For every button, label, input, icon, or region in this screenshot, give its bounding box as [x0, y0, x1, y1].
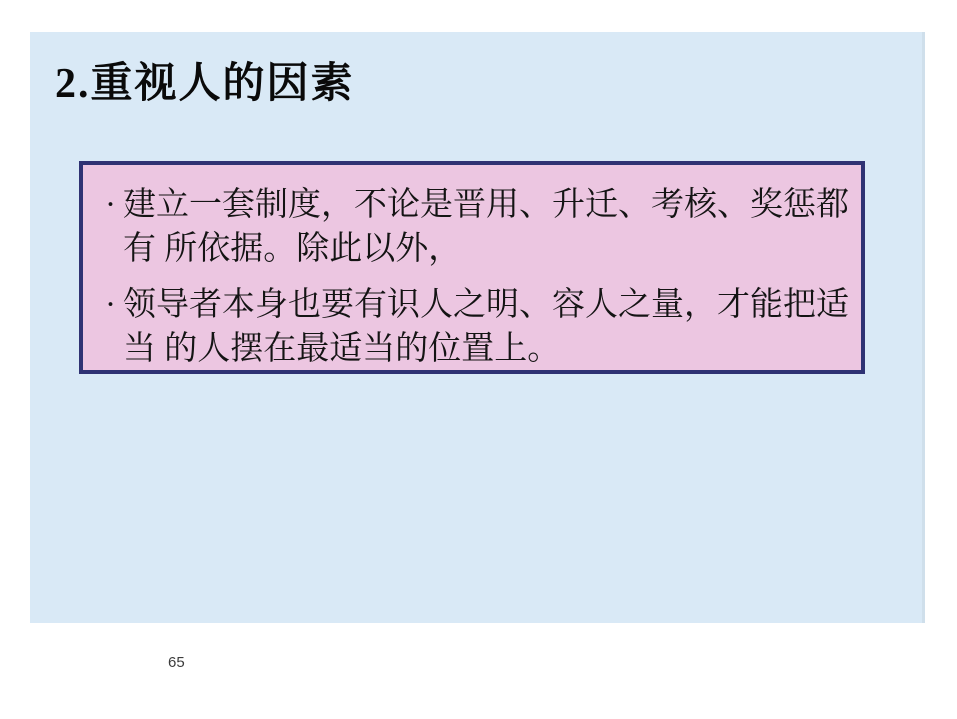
bullet-line: 当 的人摆在最适当的位置上。: [123, 331, 561, 367]
slide-title: 2.重视人的因素: [55, 61, 355, 107]
bullet-item: [105, 183, 849, 271]
content-box: [79, 161, 865, 374]
bullet-marker: ·: [105, 187, 116, 223]
bullet-item: [105, 283, 849, 371]
presentation-slide: [30, 32, 925, 623]
bullet-marker: ·: [105, 287, 116, 323]
bullet-line: 领导者本身也要有识人之明、容人之量，才能把适: [123, 287, 849, 323]
bullet-line: 有 所依据。除此以外，: [123, 231, 462, 267]
page-number: 65: [168, 654, 185, 671]
bullet-line: 建立一套制度，不论是晋用、升迁、考核、奖惩都: [123, 187, 849, 223]
